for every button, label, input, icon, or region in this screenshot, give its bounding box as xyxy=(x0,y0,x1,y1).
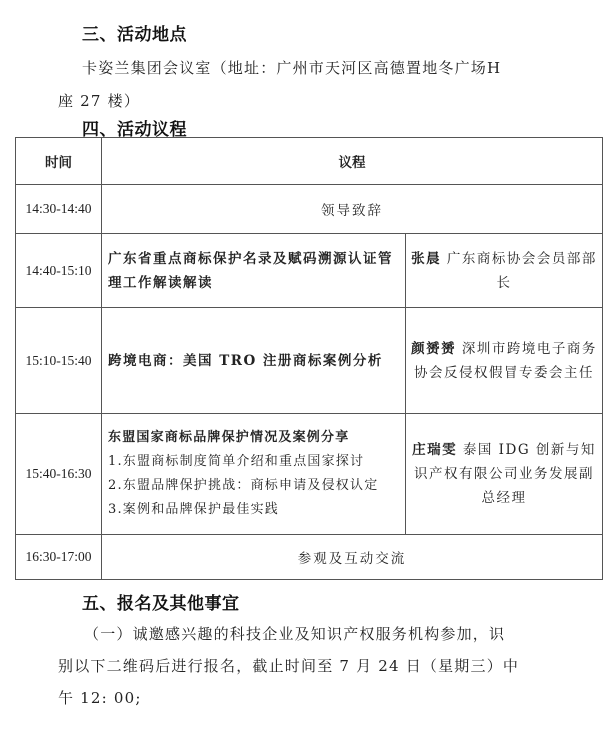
table-header-row xyxy=(16,138,603,185)
registration-line-1: （一）诚邀感兴趣的科技企业及知识产权服务机构参加，识 xyxy=(84,625,506,643)
speaker-title: 泰国 IDG 创新与知识产权有限公司业务发展副总经理 xyxy=(414,442,596,506)
speaker-name: 张晨 xyxy=(411,250,442,267)
topic-title: 跨境电商：美国 TRO 注册商标案例分析 xyxy=(108,352,383,369)
speaker-name: 庄瑞雯 xyxy=(412,442,458,458)
row-time: 14:30-14:40 xyxy=(16,185,102,234)
row-topic xyxy=(102,234,406,308)
registration-line-3: 午 12: 00; xyxy=(58,689,142,707)
header-time: 时间 xyxy=(16,138,102,185)
row-topic xyxy=(102,308,406,414)
topic-subitem: 1.东盟商标制度简单介绍和重点国家探讨 xyxy=(108,454,365,469)
topic-title: 广东省重点商标保护名录及赋码溯源认证管理工作解读解读 xyxy=(108,250,393,291)
registration-line-2: 别以下二维码后进行报名，截止时间至 7 月 24 日（星期三）中 xyxy=(58,657,520,675)
table-row xyxy=(16,234,603,308)
speaker-name: 颜赟赟 xyxy=(411,340,457,357)
table-row xyxy=(16,308,603,414)
row-time: 15:10-15:40 xyxy=(16,308,102,414)
row-speaker xyxy=(406,308,603,414)
topic-subitem: 3.案例和品牌保护最佳实践 xyxy=(108,502,280,517)
section-4-heading: 四、活动议程 xyxy=(82,120,187,140)
table-row xyxy=(16,185,603,234)
venue-line-2: 座 27 楼） xyxy=(58,92,141,110)
section-3-heading: 三、活动地点 xyxy=(82,25,187,45)
header-agenda: 议程 xyxy=(102,138,603,185)
topic-title: 东盟国家商标品牌保护情况及案例分享 xyxy=(108,430,350,445)
section-5-heading: 五、报名及其他事宜 xyxy=(82,594,240,614)
row-topic xyxy=(102,414,406,535)
row-speaker xyxy=(406,234,603,308)
topic-subitem: 2.东盟品牌保护挑战：商标申请及侵权认定 xyxy=(108,478,379,493)
row-time: 15:40-16:30 xyxy=(16,414,102,535)
row-agenda: 领导致辞 xyxy=(102,185,603,234)
row-speaker xyxy=(406,414,603,535)
table-row xyxy=(16,535,603,580)
table-row xyxy=(16,414,603,535)
speaker-title: 广东商标协会会员部部长 xyxy=(446,250,597,291)
speaker-title: 深圳市跨境电子商务协会反侵权假冒专委会主任 xyxy=(414,340,597,381)
row-time: 16:30-17:00 xyxy=(16,535,102,580)
agenda-table xyxy=(15,137,603,580)
row-time: 14:40-15:10 xyxy=(16,234,102,308)
row-agenda: 参观及互动交流 xyxy=(102,535,603,580)
venue-line-1: 卡姿兰集团会议室（地址：广州市天河区高德置地冬广场H xyxy=(82,59,502,77)
